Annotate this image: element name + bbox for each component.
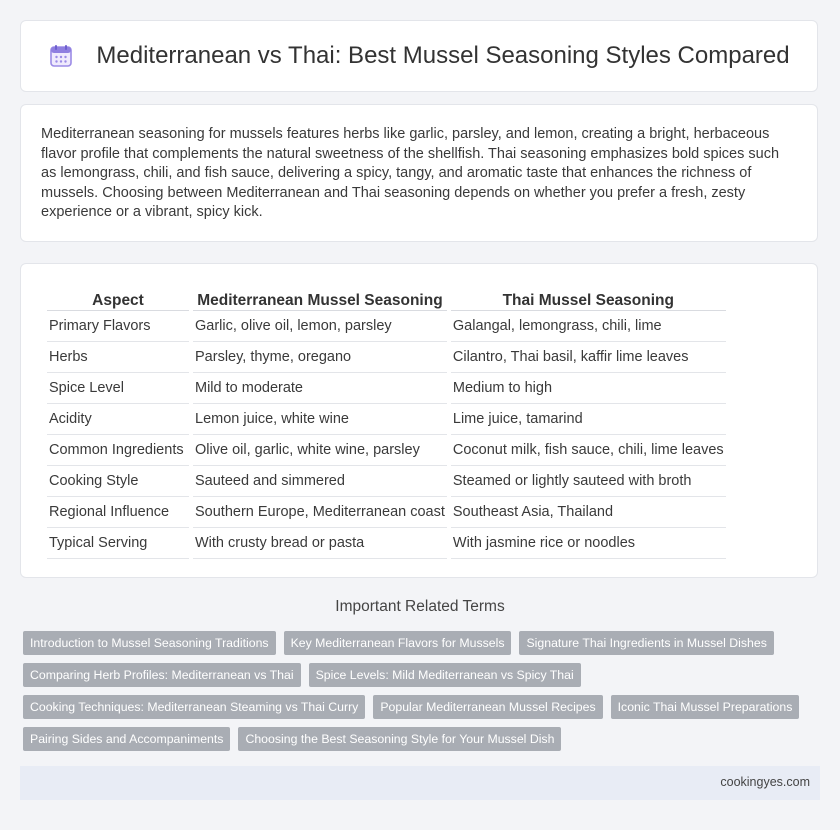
table-cell: Herbs [47, 342, 189, 373]
tag-row [23, 631, 823, 655]
table-cell: Steamed or lightly sauteed with broth [451, 466, 726, 497]
table-header-row [47, 286, 726, 311]
table-cell: Regional Influence [47, 497, 189, 528]
related-term-link[interactable]: Pairing Sides and Accompaniments [23, 727, 230, 751]
tag-row [23, 663, 823, 687]
table-row [47, 342, 726, 373]
related-terms-title: Important Related Terms [335, 598, 505, 615]
intro-paragraph: Mediterranean seasoning for mussels features herbs like garlic, parsley, and lemon, creating a bright, herbaceous flavor profile that complements the natural sweetness of the shellfish. Thai seasoning emphasizes bold spices such as lemongrass, chili, and fish sauce, delivering a spicy, tangy, and aromatic taste that enhances the richness of mussels. Choosing between Mediterranean and Thai seasoning depends on whether you prefer a fresh, zesty experience or a vibrant, spicy kick. [41, 126, 780, 221]
table-cell: Coconut milk, fish sauce, chili, lime leaves [451, 435, 726, 466]
table-cell: Lemon juice, white wine [193, 404, 447, 435]
table-cell: Olive oil, garlic, white wine, parsley [193, 435, 447, 466]
table-cell: Sauteed and simmered [193, 466, 447, 497]
column-header-aspect: Aspect [47, 286, 189, 311]
calendar-icon [48, 43, 74, 69]
table-cell: Parsley, thyme, oregano [193, 342, 447, 373]
table-cell: Medium to high [451, 373, 726, 404]
table-cell: Mild to moderate [193, 373, 447, 404]
page-title: Mediterranean vs Thai: Best Mussel Seasoning Styles Compared [96, 42, 790, 69]
table-row [47, 466, 726, 497]
table-cell: Galangal, lemongrass, chili, lime [451, 311, 726, 342]
table-cell: Acidity [47, 404, 189, 435]
related-terms-list [23, 631, 823, 759]
table-row [47, 311, 726, 342]
table-cell: With jasmine rice or noodles [451, 528, 726, 559]
table-row [47, 497, 726, 528]
table-cell: Spice Level [47, 373, 189, 404]
related-term-link[interactable]: Iconic Thai Mussel Preparations [611, 695, 800, 719]
related-term-link[interactable]: Introduction to Mussel Seasoning Traditions [23, 631, 276, 655]
related-term-link[interactable]: Popular Mediterranean Mussel Recipes [373, 695, 602, 719]
table-cell: Cilantro, Thai basil, kaffir lime leaves [451, 342, 726, 373]
table-cell: Primary Flavors [47, 311, 189, 342]
table-row [47, 373, 726, 404]
table-cell: Common Ingredients [47, 435, 189, 466]
title-card [20, 20, 818, 92]
related-term-link[interactable]: Comparing Herb Profiles: Mediterranean vs Thai [23, 663, 301, 687]
related-term-link[interactable]: Signature Thai Ingredients in Mussel Dishes [519, 631, 773, 655]
table-row [47, 404, 726, 435]
tag-row [23, 695, 823, 719]
table-cell: Typical Serving [47, 528, 189, 559]
related-term-link[interactable]: Choosing the Best Seasoning Style for Your Mussel Dish [238, 727, 561, 751]
related-term-link[interactable]: Cooking Techniques: Mediterranean Steaming vs Thai Curry [23, 695, 365, 719]
column-header-mediterranean: Mediterranean Mussel Seasoning [193, 286, 447, 311]
column-header-thai: Thai Mussel Seasoning [451, 286, 726, 311]
table-row [47, 435, 726, 466]
table-row [47, 528, 726, 559]
related-term-link[interactable]: Key Mediterranean Flavors for Mussels [284, 631, 512, 655]
table-cell: Lime juice, tamarind [451, 404, 726, 435]
comparison-table [43, 286, 730, 559]
comparison-card [20, 263, 818, 578]
footer-site-link[interactable]: cookingyes.com [720, 775, 810, 789]
intro-card [20, 104, 818, 242]
table-cell: Garlic, olive oil, lemon, parsley [193, 311, 447, 342]
related-term-link[interactable]: Spice Levels: Mild Mediterranean vs Spicy Thai [309, 663, 581, 687]
table-cell: Southeast Asia, Thailand [451, 497, 726, 528]
footer [20, 766, 820, 800]
table-cell: Cooking Style [47, 466, 189, 497]
table-cell: With crusty bread or pasta [193, 528, 447, 559]
tag-row [23, 727, 823, 751]
table-cell: Southern Europe, Mediterranean coast [193, 497, 447, 528]
